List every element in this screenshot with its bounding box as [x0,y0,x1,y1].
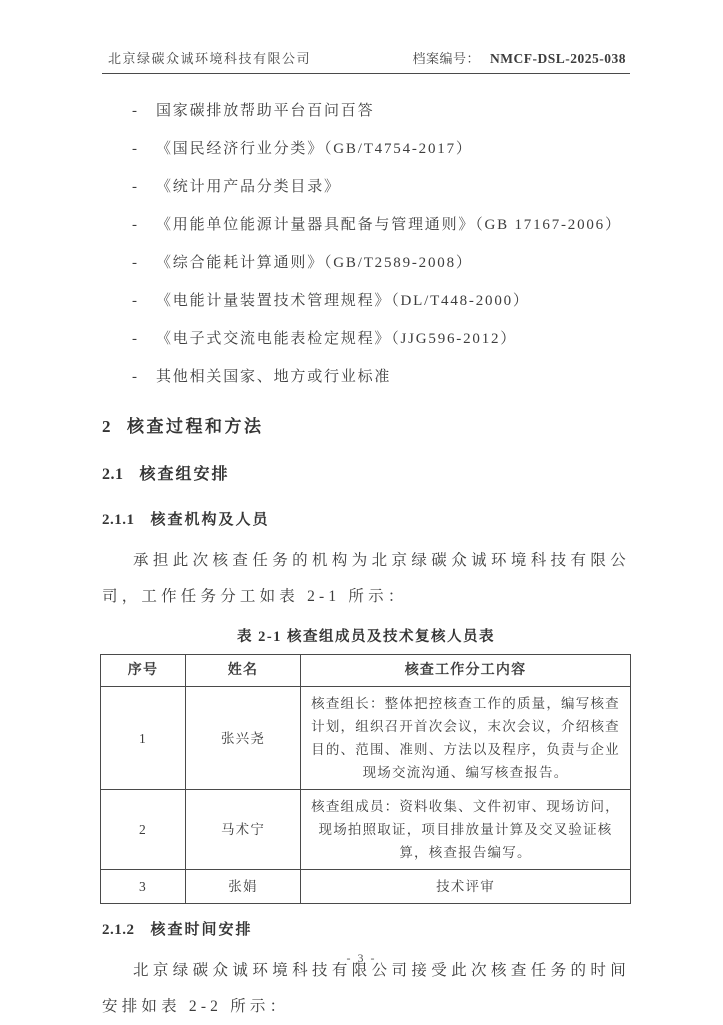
cell-duty: 核查组成员：资料收集、文件初审、现场访问，现场拍照取证，项目排放量计算及交叉验证核算，核查报告编写。 [301,790,631,870]
cell-no: 2 [101,790,186,870]
archive-info [412,48,626,67]
section-heading-2 [102,412,630,437]
cell-name: 马术宁 [186,790,301,870]
section-title: 核查组安排 [139,466,230,483]
cell-name: 张兴尧 [186,687,301,790]
dash-bullet: - [132,141,139,157]
cell-name: 张娟 [186,870,301,904]
reference-text: 《电子式交流电能表检定规程》（JJG596-2012） [156,331,518,347]
section-title: 核查时间安排 [150,922,253,938]
dash-bullet: - [132,217,139,233]
table-row [101,790,631,870]
table-row [101,870,631,904]
section-number: 2.1.1 [102,512,135,528]
cell-duty: 核查组长：整体把控核查工作的质量，编写核查计划，组织召开首次会议，末次会议，介绍核查目的、范围、准则、方法以及程序，负责与企业现场交流沟通、编写核查报告。 [301,687,631,790]
section-title: 核查机构及人员 [150,512,270,528]
dash-bullet: - [132,369,139,385]
section-number: 2 [102,417,111,436]
dash-bullet: - [132,179,139,195]
header-rule [102,73,630,74]
reference-text: 《统计用产品分类目录》 [156,179,341,195]
cell-duty: 技术评审 [301,870,631,904]
section-heading-2-1-1 [102,508,630,529]
archive-number: NMCF-DSL-2025-038 [490,51,626,66]
verification-team-table [100,654,631,904]
archive-label: 档案编号： [412,51,480,66]
column-header-name: 姓名 [186,655,301,687]
table-caption: 表 2-1 核查组成员及技术复核人员表 [236,629,496,645]
list-item [102,168,630,206]
cell-no: 1 [101,687,186,790]
dash-bullet: - [132,103,139,119]
reference-text: 《用能单位能源计量器具配备与管理通则》（GB 17167-2006） [156,217,622,233]
list-item [102,206,630,244]
dash-bullet: - [132,255,139,271]
dash-bullet: - [132,331,139,347]
page-number: - 3 - [346,951,377,965]
page-header [102,48,630,73]
list-item [102,358,630,396]
cell-no: 3 [101,870,186,904]
section-number: 2.1 [102,466,124,483]
dash-bullet: - [132,293,139,309]
reference-text: 其他相关国家、地方或行业标准 [156,369,392,385]
list-item [102,92,630,130]
table-header-row [101,655,631,687]
list-item [102,244,630,282]
paragraph-schedule-intro: 北京绿碳众诚环境科技有限公司接受此次核查任务的时间安排如表 2-2 所示： [102,962,630,1015]
list-item [102,282,630,320]
table-row [101,687,631,790]
company-name: 北京绿碳众诚环境科技有限公司 [108,51,312,66]
section-title: 核查过程和方法 [127,417,264,436]
paragraph-team-intro: 承担此次核查任务的机构为北京绿碳众诚环境科技有限公司，工作任务分工如表 2-1 所示： [102,552,630,605]
reference-list [102,92,630,396]
list-item [102,130,630,168]
column-header-no: 序号 [101,655,186,687]
reference-text: 《国民经济行业分类》（GB/T4754-2017） [156,141,473,157]
list-item [102,320,630,358]
column-header-duty: 核查工作分工内容 [301,655,631,687]
reference-text: 《电能计量装置技术管理规程》（DL/T448-2000） [156,293,530,309]
reference-text: 《综合能耗计算通则》（GB/T2589-2008） [156,255,473,271]
section-heading-2-1-2 [102,918,630,939]
section-heading-2-1 [102,461,630,484]
reference-text: 国家碳排放帮助平台百问百答 [156,103,375,119]
section-number: 2.1.2 [102,922,135,938]
